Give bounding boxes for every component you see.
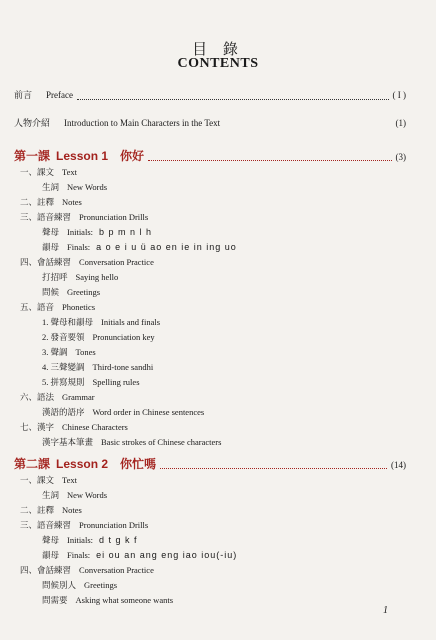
toc-subentry[interactable] xyxy=(20,474,77,486)
lesson-page: (14) xyxy=(391,460,406,470)
subentry-label-en: Phonetics xyxy=(62,302,96,312)
subentry-label-en: Conversation Practice xyxy=(79,565,154,575)
toc-subentry[interactable] xyxy=(42,594,173,606)
toc-subentry[interactable] xyxy=(42,316,160,328)
subentry-label-en: Basic strokes of Chinese characters xyxy=(101,437,222,447)
lesson-name: Lesson 1 xyxy=(56,149,109,163)
subentry-label-cn: 打招呼 xyxy=(42,272,68,282)
pinyin-list: d t g k f xyxy=(99,535,138,545)
subentry-label-cn: 四、會話練習 xyxy=(20,565,72,575)
toc-subentry[interactable] xyxy=(20,301,95,313)
pinyin-list: b p m n l h xyxy=(99,227,153,237)
dot-leader xyxy=(160,467,387,469)
subentry-label-cn: 4. 三聲變調 xyxy=(42,362,85,372)
subentry-label-cn: 四、會話練習 xyxy=(20,257,72,267)
entry-label-en: Preface xyxy=(46,90,73,100)
subentry-label-cn: 漢字基本筆畫 xyxy=(42,437,94,447)
toc-subentry[interactable] xyxy=(42,549,237,561)
subentry-label-en: Initials and finals xyxy=(101,317,161,327)
subentry-label-cn: 5. 拼寫規則 xyxy=(42,377,85,387)
subentry-label-cn: 七、漢字 xyxy=(20,422,55,432)
spacer xyxy=(224,127,391,128)
lesson-title: 你好 xyxy=(120,149,145,163)
lesson-heading-2[interactable] xyxy=(14,455,406,473)
toc-subentry[interactable] xyxy=(20,504,82,516)
toc-subentry[interactable] xyxy=(42,361,153,373)
page-title: CONTENTS xyxy=(177,56,259,71)
subentry-label-en: New Words xyxy=(67,490,108,500)
toc-entry-preface[interactable] xyxy=(14,88,406,103)
subentry-label-en: Tones xyxy=(75,347,96,357)
toc-subentry[interactable] xyxy=(42,376,140,388)
toc-subentry[interactable] xyxy=(42,489,107,501)
dot-leader xyxy=(148,159,391,161)
subentry-label-en: Greetings xyxy=(84,580,118,590)
lesson-page: (3) xyxy=(395,152,406,162)
pinyin-list: a o e i u ü ao en ie in ing uo xyxy=(96,242,237,252)
lesson-number: 第一課 xyxy=(14,149,51,163)
toc-subentry[interactable] xyxy=(20,564,154,576)
toc-subentry[interactable] xyxy=(42,226,152,238)
toc-subentry[interactable] xyxy=(20,421,128,433)
subentry-label-en: Text xyxy=(62,167,77,177)
subentry-label-cn: 生詞 xyxy=(42,182,60,192)
toc-subentry[interactable] xyxy=(42,271,118,283)
lesson-name: Lesson 2 xyxy=(56,457,109,471)
subentry-label-en: Asking what someone wants xyxy=(75,595,174,605)
toc-subentry[interactable] xyxy=(42,346,96,358)
entry-page: (1) xyxy=(395,118,406,128)
subentry-label-en: Pronunciation Drills xyxy=(79,212,149,222)
subentry-label-en: Text xyxy=(62,475,77,485)
toc-subentry[interactable] xyxy=(42,286,100,298)
dot-leader xyxy=(77,98,389,100)
toc-subentry[interactable] xyxy=(42,331,155,343)
lesson-title: 你忙嗎 xyxy=(120,457,157,471)
toc-subentry[interactable] xyxy=(20,519,148,531)
page-number: 1 xyxy=(383,605,388,616)
subentry-label-cn: 韻母 xyxy=(42,550,60,560)
subentry-label-cn: 問需要 xyxy=(42,595,68,605)
subentry-label-en: Initials: xyxy=(67,227,93,237)
subentry-label-cn: 生詞 xyxy=(42,490,60,500)
subentry-label-en: Word order in Chinese sentences xyxy=(92,407,205,417)
pinyin-list: ei ou an ang eng iao iou(-iu) xyxy=(96,550,238,560)
toc-subentry[interactable] xyxy=(20,256,154,268)
subentry-label-cn: 一、課文 xyxy=(20,475,55,485)
subentry-label-en: Chinese Characters xyxy=(62,422,128,432)
toc-subentry[interactable] xyxy=(20,196,82,208)
subentry-label-cn: 三、語音練習 xyxy=(20,520,72,530)
toc-subentry[interactable] xyxy=(42,579,117,591)
subentry-label-cn: 3. 聲調 xyxy=(42,347,68,357)
subentry-label-en: Conversation Practice xyxy=(79,257,154,267)
entry-label-cn: 前言 xyxy=(14,90,33,100)
subentry-label-en: Pronunciation key xyxy=(92,332,155,342)
toc-subentry[interactable] xyxy=(42,436,221,448)
subentry-label-cn: 韻母 xyxy=(42,242,60,252)
subentry-label-cn: 漢語的語序 xyxy=(42,407,85,417)
subentry-label-en: Pronunciation Drills xyxy=(79,520,149,530)
subentry-label-cn: 二、註釋 xyxy=(20,505,55,515)
lesson-number: 第二課 xyxy=(14,457,51,471)
subentry-label-cn: 2. 發音要領 xyxy=(42,332,85,342)
subentry-label-en: Notes xyxy=(62,197,82,207)
entry-label-cn: 人物介紹 xyxy=(14,118,51,128)
subentry-label-cn: 聲母 xyxy=(42,535,60,545)
subentry-label-en: Finals: xyxy=(67,242,91,252)
entry-label-en: Introduction to Main Characters in the Text xyxy=(64,118,221,128)
lesson-heading-1[interactable] xyxy=(14,147,406,165)
subentry-label-cn: 五、語音 xyxy=(20,302,55,312)
toc-subentry[interactable] xyxy=(20,391,95,403)
subentry-label-cn: 1. 聲母和韻母 xyxy=(42,317,94,327)
subentry-label-cn: 一、課文 xyxy=(20,167,55,177)
subentry-label-cn: 聲母 xyxy=(42,227,60,237)
toc-subentry[interactable] xyxy=(42,241,237,253)
subentry-label-cn: 二、註釋 xyxy=(20,197,55,207)
entry-page: ( I ) xyxy=(392,90,406,100)
subentry-label-en: Notes xyxy=(62,505,82,515)
subentry-label-cn: 問候 xyxy=(42,287,60,297)
toc-entry-characters[interactable] xyxy=(14,116,406,131)
toc-subentry[interactable] xyxy=(42,406,204,418)
toc-subentry[interactable] xyxy=(42,534,138,546)
toc-subentry[interactable] xyxy=(20,211,148,223)
subentry-label-en: Grammar xyxy=(62,392,95,402)
toc-subentry[interactable] xyxy=(42,181,107,193)
subentry-label-en: Third-tone sandhi xyxy=(92,362,154,372)
subentry-label-en: Greetings xyxy=(67,287,101,297)
subentry-label-en: New Words xyxy=(67,182,108,192)
subentry-label-cn: 三、語音練習 xyxy=(20,212,72,222)
subentry-label-en: Finals: xyxy=(67,550,91,560)
page-title-chinese: 目 錄 xyxy=(192,42,244,58)
subentry-label-en: Initials: xyxy=(67,535,93,545)
toc-subentry[interactable] xyxy=(20,166,77,178)
subentry-label-cn: 六、語法 xyxy=(20,392,55,402)
subentry-label-cn: 問候別人 xyxy=(42,580,77,590)
subentry-label-en: Spelling rules xyxy=(92,377,140,387)
subentry-label-en: Saying hello xyxy=(75,272,119,282)
